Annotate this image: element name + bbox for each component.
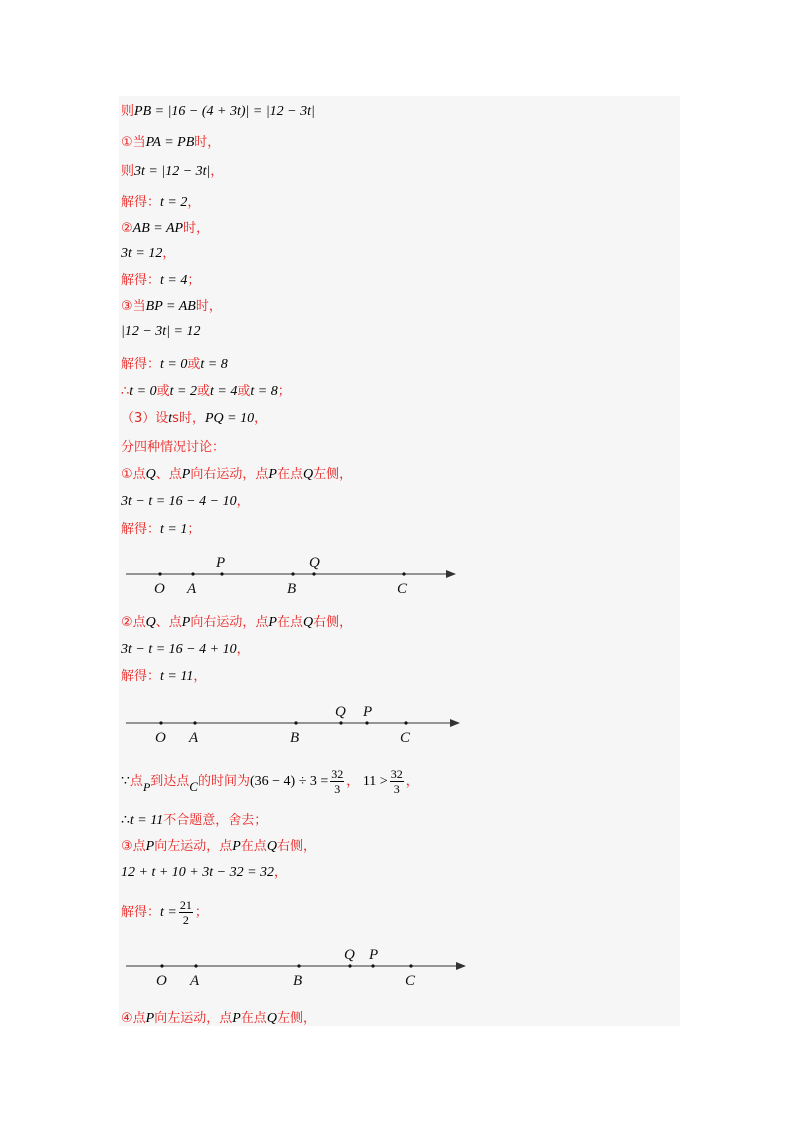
number-line-1 <box>126 555 456 597</box>
line-case3-solution: 解得：t = 0或t = 8 <box>121 357 228 372</box>
axis-arrow <box>446 570 456 578</box>
axis-arrow <box>456 962 466 970</box>
line-p3-case2-equation: 3t − t = 16 − 4 + 10， <box>121 642 250 657</box>
label-p: P <box>216 555 226 571</box>
fraction-32-3: $\frac{32}{3}$ <box>331 767 344 797</box>
point-q <box>348 964 351 967</box>
line-p3-case1-equation: 3t − t = 16 − 4 − 10， <box>121 494 250 509</box>
line-p3-case3-equation: 12 + t + 10 + 3t − 32 = 32， <box>121 865 288 880</box>
line-p3-case2: ②点Q、点P向右运动，点P在点Q右侧， <box>121 615 353 630</box>
line-case1-equation: 则3t = |12 − 3t|， <box>121 164 224 179</box>
point-b <box>291 572 294 575</box>
axis-arrow <box>450 719 460 727</box>
label-o: O <box>155 730 166 746</box>
point-c <box>409 964 412 967</box>
line-case2-condition: ②AB = AP时， <box>121 221 210 236</box>
line-four-cases: 分四种情况讨论： <box>121 440 226 455</box>
label-p: P <box>369 947 379 963</box>
label-o: O <box>154 581 165 597</box>
line-p3-case2-check: ∵点P到达点C的时间为(36 − 4) ÷ 3 = $\frac{32}{3}$ ， 11 > $\frac{32}{3}$ ， <box>121 767 419 797</box>
label-b: B <box>293 973 303 989</box>
label-a: A <box>190 973 200 989</box>
label-q: Q <box>335 704 346 720</box>
label-b: B <box>290 730 300 746</box>
line-reject-t11: ∴t = 11不合题意，舍去； <box>121 813 268 828</box>
number-line-2 <box>126 704 460 746</box>
line-part3-setup: （3）设ts时，PQ = 10， <box>121 411 268 426</box>
label-c: C <box>405 973 416 989</box>
point-p <box>220 572 223 575</box>
line-case1-condition: ①当PA = PB时， <box>121 135 221 150</box>
label-q: Q <box>309 555 320 571</box>
line-case2-equation: 3t = 12， <box>121 246 176 261</box>
label-a: A <box>189 730 199 746</box>
point-p <box>365 721 368 724</box>
point-a <box>191 572 194 575</box>
label-q: Q <box>344 947 355 963</box>
line-p3-case4: ④点P向左运动，点P在点Q左侧， <box>121 1011 316 1026</box>
line-case2-solution: 解得：t = 4； <box>121 273 201 288</box>
line-p3-case2-solution: 解得：t = 11， <box>121 669 207 684</box>
label-p: P <box>363 704 373 720</box>
label-o: O <box>156 973 167 989</box>
line-p3-case1-solution: 解得：t = 1； <box>121 522 201 537</box>
number-line-3 <box>126 947 466 989</box>
line-case3-condition: ③当BP = AB时， <box>121 299 222 314</box>
point-o <box>158 572 161 575</box>
point-b <box>294 721 297 724</box>
line-part2-conclusion: ∴t = 0或t = 2或t = 4或t = 8； <box>121 384 291 399</box>
fraction-32-3-b: $\frac{32}{3}$ <box>390 767 403 797</box>
label-c: C <box>397 581 408 597</box>
label-a: A <box>187 581 197 597</box>
point-b <box>297 964 300 967</box>
point-c <box>404 721 407 724</box>
point-o <box>159 721 162 724</box>
point-q <box>339 721 342 724</box>
point-q <box>312 572 315 575</box>
point-a <box>194 964 197 967</box>
line-p3-case1: ①点Q、点P向右运动，点P在点Q左侧， <box>121 467 353 482</box>
line-case1-solution: 解得：t = 2， <box>121 195 201 210</box>
label-c: C <box>400 730 411 746</box>
line-pb: 则PB = |16 − (4 + 3t)| = |12 − 3t| <box>121 104 315 119</box>
point-o <box>160 964 163 967</box>
fraction-21-2: $\frac{21}{2}$ <box>179 898 192 928</box>
point-c <box>402 572 405 575</box>
point-p <box>371 964 374 967</box>
label-b: B <box>287 581 297 597</box>
point-a <box>193 721 196 724</box>
line-p3-case3: ③点P向左运动，点P在点Q右侧， <box>121 839 316 854</box>
line-p3-case3-solution: 解得：t = $\frac{21}{2}$ ； <box>121 898 208 928</box>
line-case3-equation: |12 − 3t| = 12 <box>121 324 201 339</box>
